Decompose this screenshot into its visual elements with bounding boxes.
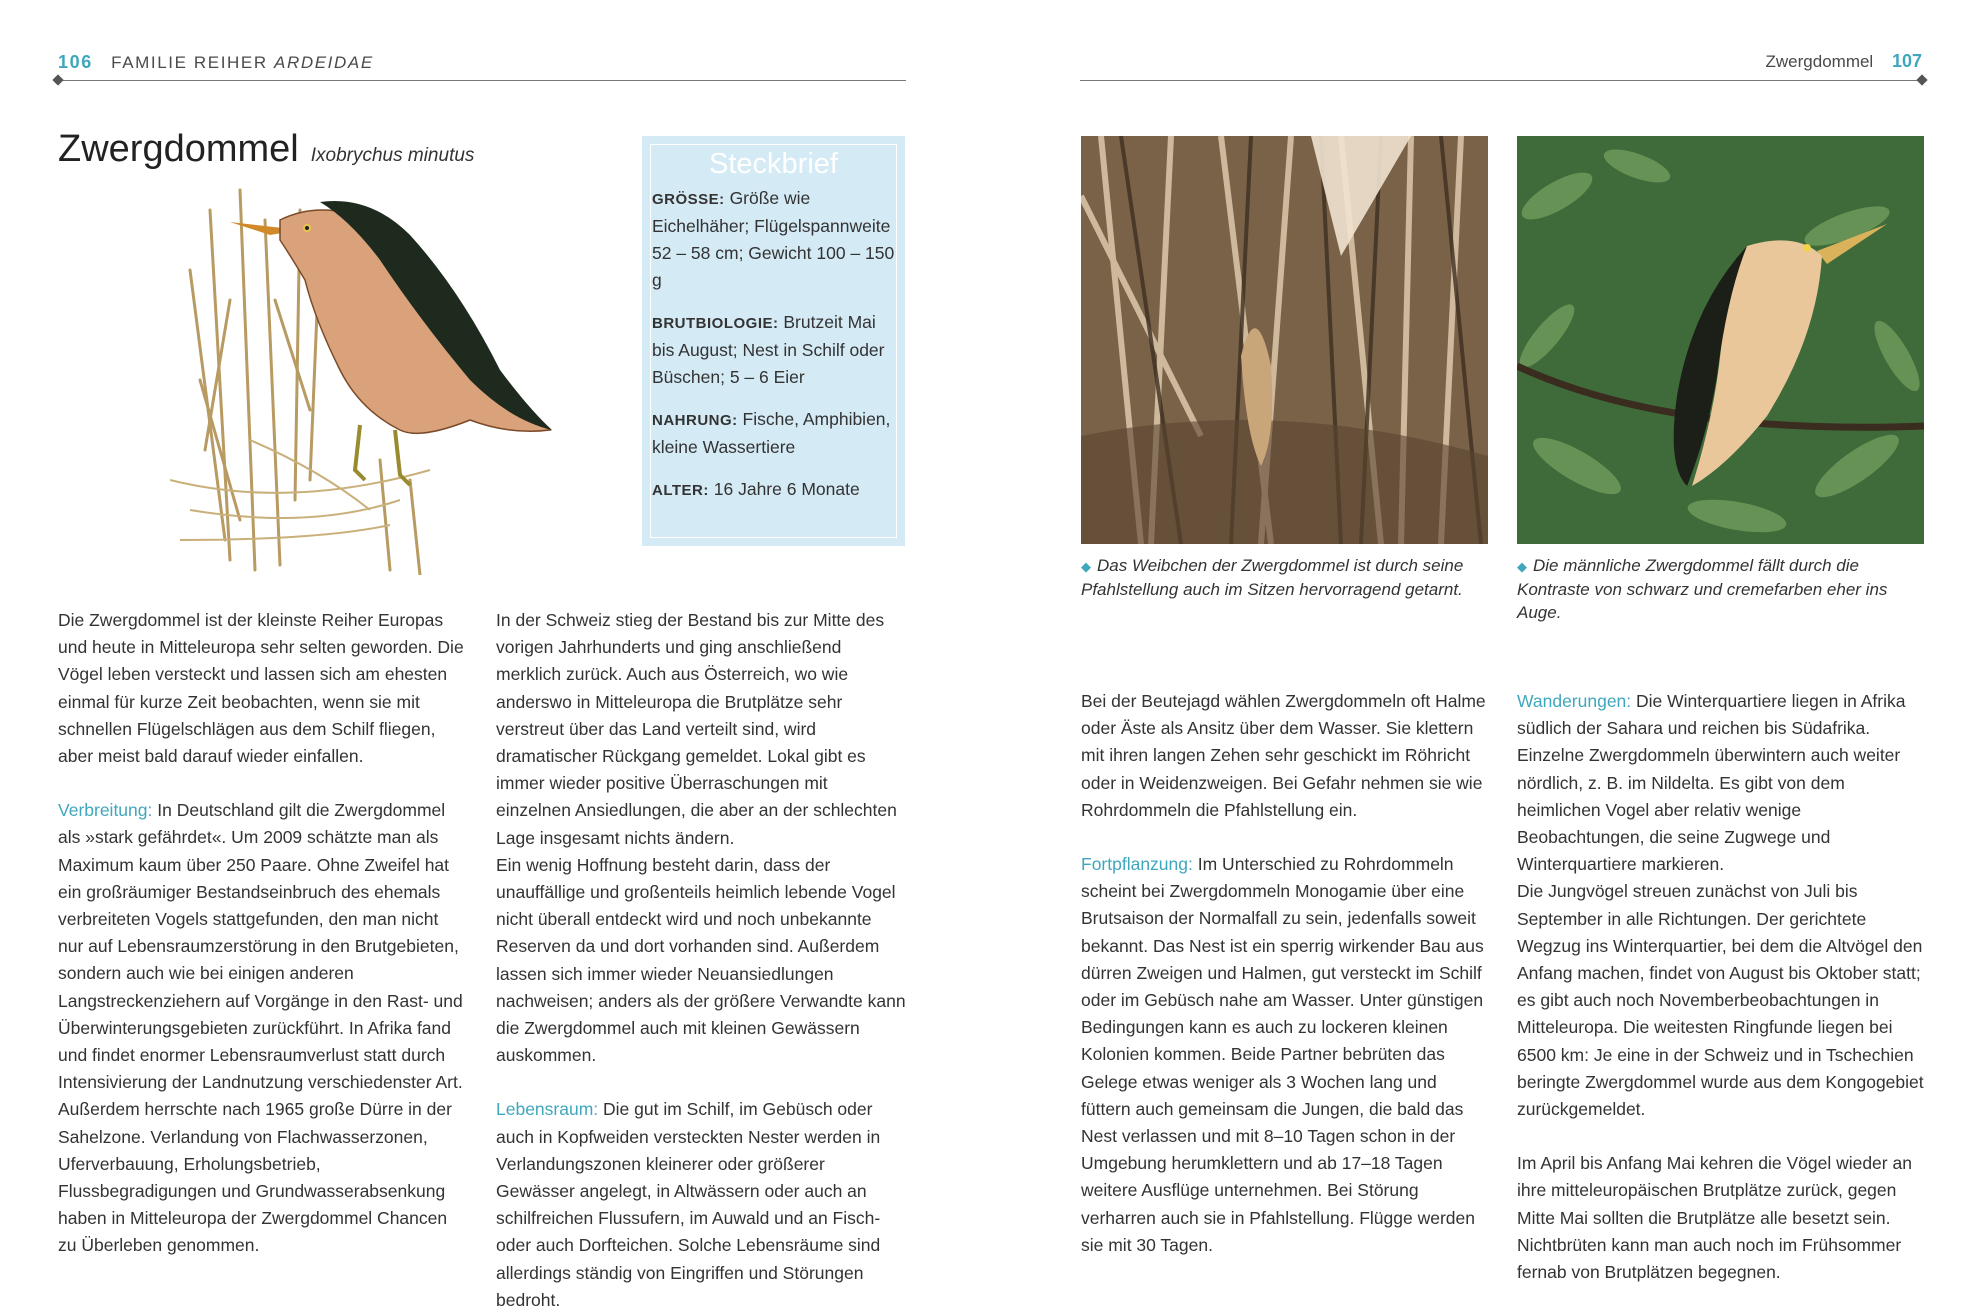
fact-size: GRÖSSE: Größe wie Eichelhäher; Flügelspannweite 52 – 58 cm; Gewicht 100 – 150 g xyxy=(652,188,895,290)
text-column-2 xyxy=(496,607,906,1314)
text-column-3 xyxy=(1081,688,1491,1259)
photo-male-bittern xyxy=(1517,136,1924,544)
family-scientific: ARDEIDAE xyxy=(274,53,374,72)
intro-paragraph: Die Zwergdommel ist der kleinste Reiher Europas und heute in Mitteleuropa sehr selten geworden. Die Vögel leben versteckt und lassen sich am ehesten einmal für kurze Zeit beobachten, wenn sie mit schnellen Flügelschlägen aus dem Schilf fliegen, aber meist bald darauf wieder einfallen. xyxy=(58,610,464,767)
juveniles-paragraph: Die Jungvögel streuen zunächst von Juli bis September in alle Richtungen. Der gerichtete Wegzug ins Winterquartier, bei dem die Altvögel den Anfang machen, findet von August bis Oktober statt; es gibt auch noch Novemberbeobachtungen in Mitteleuropa. Die weitesten Ringfunde liegen bei 6500 km: Je eine in der Schweiz und in Tschechien beringte Zwergdommel wurde aus dem Kongogebiet zurückgemeldet. xyxy=(1517,881,1924,1120)
photo-female-bittern xyxy=(1081,136,1488,544)
caption-photo1: ◆ Das Weibchen der Zwergdommel ist durch seine Pfahlstellung auch im Sitzen hervorragend getarnt. xyxy=(1081,556,1464,599)
species-scientific: Ixobrychus minutus xyxy=(310,145,475,166)
bird-illustration xyxy=(170,180,570,575)
fact-box-title: Steckbrief xyxy=(709,148,838,180)
fact-food: NAHRUNG: Fische, Amphibien, kleine Wassertiere xyxy=(652,409,891,457)
text-column-1 xyxy=(58,607,466,1260)
return-paragraph: Im April bis Anfang Mai kehren die Vögel wieder an ihre mitteleuropäischen Brutplätze zurück, gegen Mitte Mai sollten die Brutplätze alle besetzt sein. Nichtbrüten kann man auch noch im Frühsommer fernab von Brutplätzen begegnen. xyxy=(1517,1153,1912,1283)
caption-photo2: ◆ Die männliche Zwergdommel fällt durch die Kontraste von schwarz und cremefarben eher ins Auge. xyxy=(1517,556,1888,622)
rule-ornament-left xyxy=(52,74,63,85)
fact-breeding: BRUTBIOLOGIE: Brutzeit Mai bis August; Nest in Schilf oder Büschen; 5 – 6 Eier xyxy=(652,312,885,387)
caption-bullet-icon: ◆ xyxy=(1517,559,1527,574)
header-rule-right xyxy=(1080,80,1922,81)
running-header-left xyxy=(58,52,374,73)
distribution-paragraph: Verbreitung: In Deutschland gilt die Zwergdommel als »stark gefährdet«. Um 2009 schätzte man als Maximum kaum über 250 Paare. Ohne Zweifel hat ein großräumiger Bestandseinbruch des ehemals verbreiteten Vogels stattgefunden, den man nicht nur auf Lebensraumzerstörung in den Brutgebieten, sondern auch wie bei einigen anderen Langstreckenziehern auf Vorgänge in den Rast- und Überwinterungsgebieten zurückführt. In Afrika fand und findet enormer Lebensraumverlust statt durch Intensivierung der Landnutzung verschiedenster Art. Außerdem herrschte nach 1965 große Dürre in der Sahelzone. Verlandung von Flachwasserzonen, Uferverbauung, Erholungsbetrieb, Flussbegradigungen und Grundwasserabsenkung haben in Mitteleuropa der Zwergdommel Chancen zu Überleben genommen. xyxy=(58,800,463,1256)
distribution-heading: Verbreitung: xyxy=(58,800,153,821)
breeding-heading: Fortpflanzung: xyxy=(1081,854,1193,875)
migration-paragraph: Wanderungen: Die Winterquartiere liegen in Afrika südlich der Sahara und reichen bis Südafrika. Einzelne Zwergdommeln überwintern auch weiter nördlich, z. B. im Nildelta. Es gibt von dem heimlichen Vogel aber relativ wenige Beobachtungen, die seine Zugwege und Winterquartiere markieren. xyxy=(1517,691,1906,875)
running-header-right xyxy=(1766,51,1922,72)
hope-paragraph: Ein wenig Hoffnung besteht darin, dass der unauffällige und großenteils heimlich lebende Vogel nicht überall entdeckt wird und noch unbekannte Reserven da und dort vorhanden sind. Außerdem lassen sich immer wieder Neuansiedlungen nachweisen; anders als der größere Verwandte kann die Zwergdommel auch mit kleinen Gewässern auskommen. xyxy=(496,854,906,1066)
habitat-heading: Lebensraum: xyxy=(496,1099,599,1120)
fact-age: ALTER: 16 Jahre 6 Monate xyxy=(652,479,860,499)
hunting-paragraph: Bei der Beutejagd wählen Zwergdommeln oft Halme oder Äste als Ansitz über dem Wasser. Sie klettern mit ihren langen Zehen sehr geschickt im Röhricht oder in Weidenzweigen. Bei Gefahr nehmen sie wie Rohrdommeln die Pfahlstellung ein. xyxy=(1081,691,1486,820)
caption-bullet-icon: ◆ xyxy=(1081,559,1091,574)
habitat-paragraph: Lebensraum: Die gut im Schilf, im Gebüsch oder auch in Kopfweiden versteckten Nester werden in Verlandungszonen kleinerer oder größerer Gewässer angelegt, in Altwässern oder auch an schilfreichen Flussufern, im Auwald und an Fisch- oder auch Dorfteichen. Solche Lebensräume sind allerdings ständig von Eingriffen und Störungen bedroht. xyxy=(496,1099,881,1310)
migration-heading: Wanderungen: xyxy=(1517,691,1632,711)
text-column-4 xyxy=(1517,688,1927,1286)
family-label: FAMILIE REIHER xyxy=(111,53,268,72)
header-rule-left xyxy=(58,80,906,81)
rule-ornament-right xyxy=(1916,74,1927,85)
fact-box-frame xyxy=(650,144,897,538)
fact-box xyxy=(642,136,905,546)
switzerland-paragraph: In der Schweiz stieg der Bestand bis zur Mitte des vorigen Jahrhunderts und ging anschließend merklich zurück. Auch aus Österreich, wo wie anderswo in Mitteleuropa die Brutplätze sehr verstreut über das Land verteilt sind, wird dramatischer Rückgang gemeldet. Lokal gibt es immer wieder positive Überraschungen mit einzelnen Ansiedlungen, die aber an der schlechten Lage insgesamt nichts ändern. xyxy=(496,610,897,848)
page-number-right: 107 xyxy=(1891,51,1922,71)
page-number-left: 106 xyxy=(58,52,93,72)
running-title: Zwergdommel xyxy=(1765,52,1874,71)
species-title xyxy=(58,128,474,171)
breeding-paragraph: Fortpflanzung: Im Unterschied zu Rohrdommeln scheint bei Zwergdommeln Monogamie über eine Brutsaison der Normalfall zu sein, jedenfalls soweit bekannt. Das Nest ist ein sperrig wirkender Bau aus dürren Zweigen und Halmen, gut versteckt im Schilf oder im Gebüsch nahe am Wasser. Unter günstigen Bedingungen kann es auch zu lockeren kleinen Kolonien kommen. Beide Partner bebrüten das Gelege etwas weniger als 3 Wochen lang und füttern auch gemeinsam die Jungen, die bald das Nest verlassen und mit 8–10 Tagen schon in der Umgebung herumklettern und ab 17–18 Tagen weitere Ausflüge unternehmen. Bei Störung verharren auch sie in Pfahlstellung. Flügge werden sie mit 30 Tagen. xyxy=(1081,854,1484,1255)
species-name: Zwergdommel xyxy=(58,128,299,170)
